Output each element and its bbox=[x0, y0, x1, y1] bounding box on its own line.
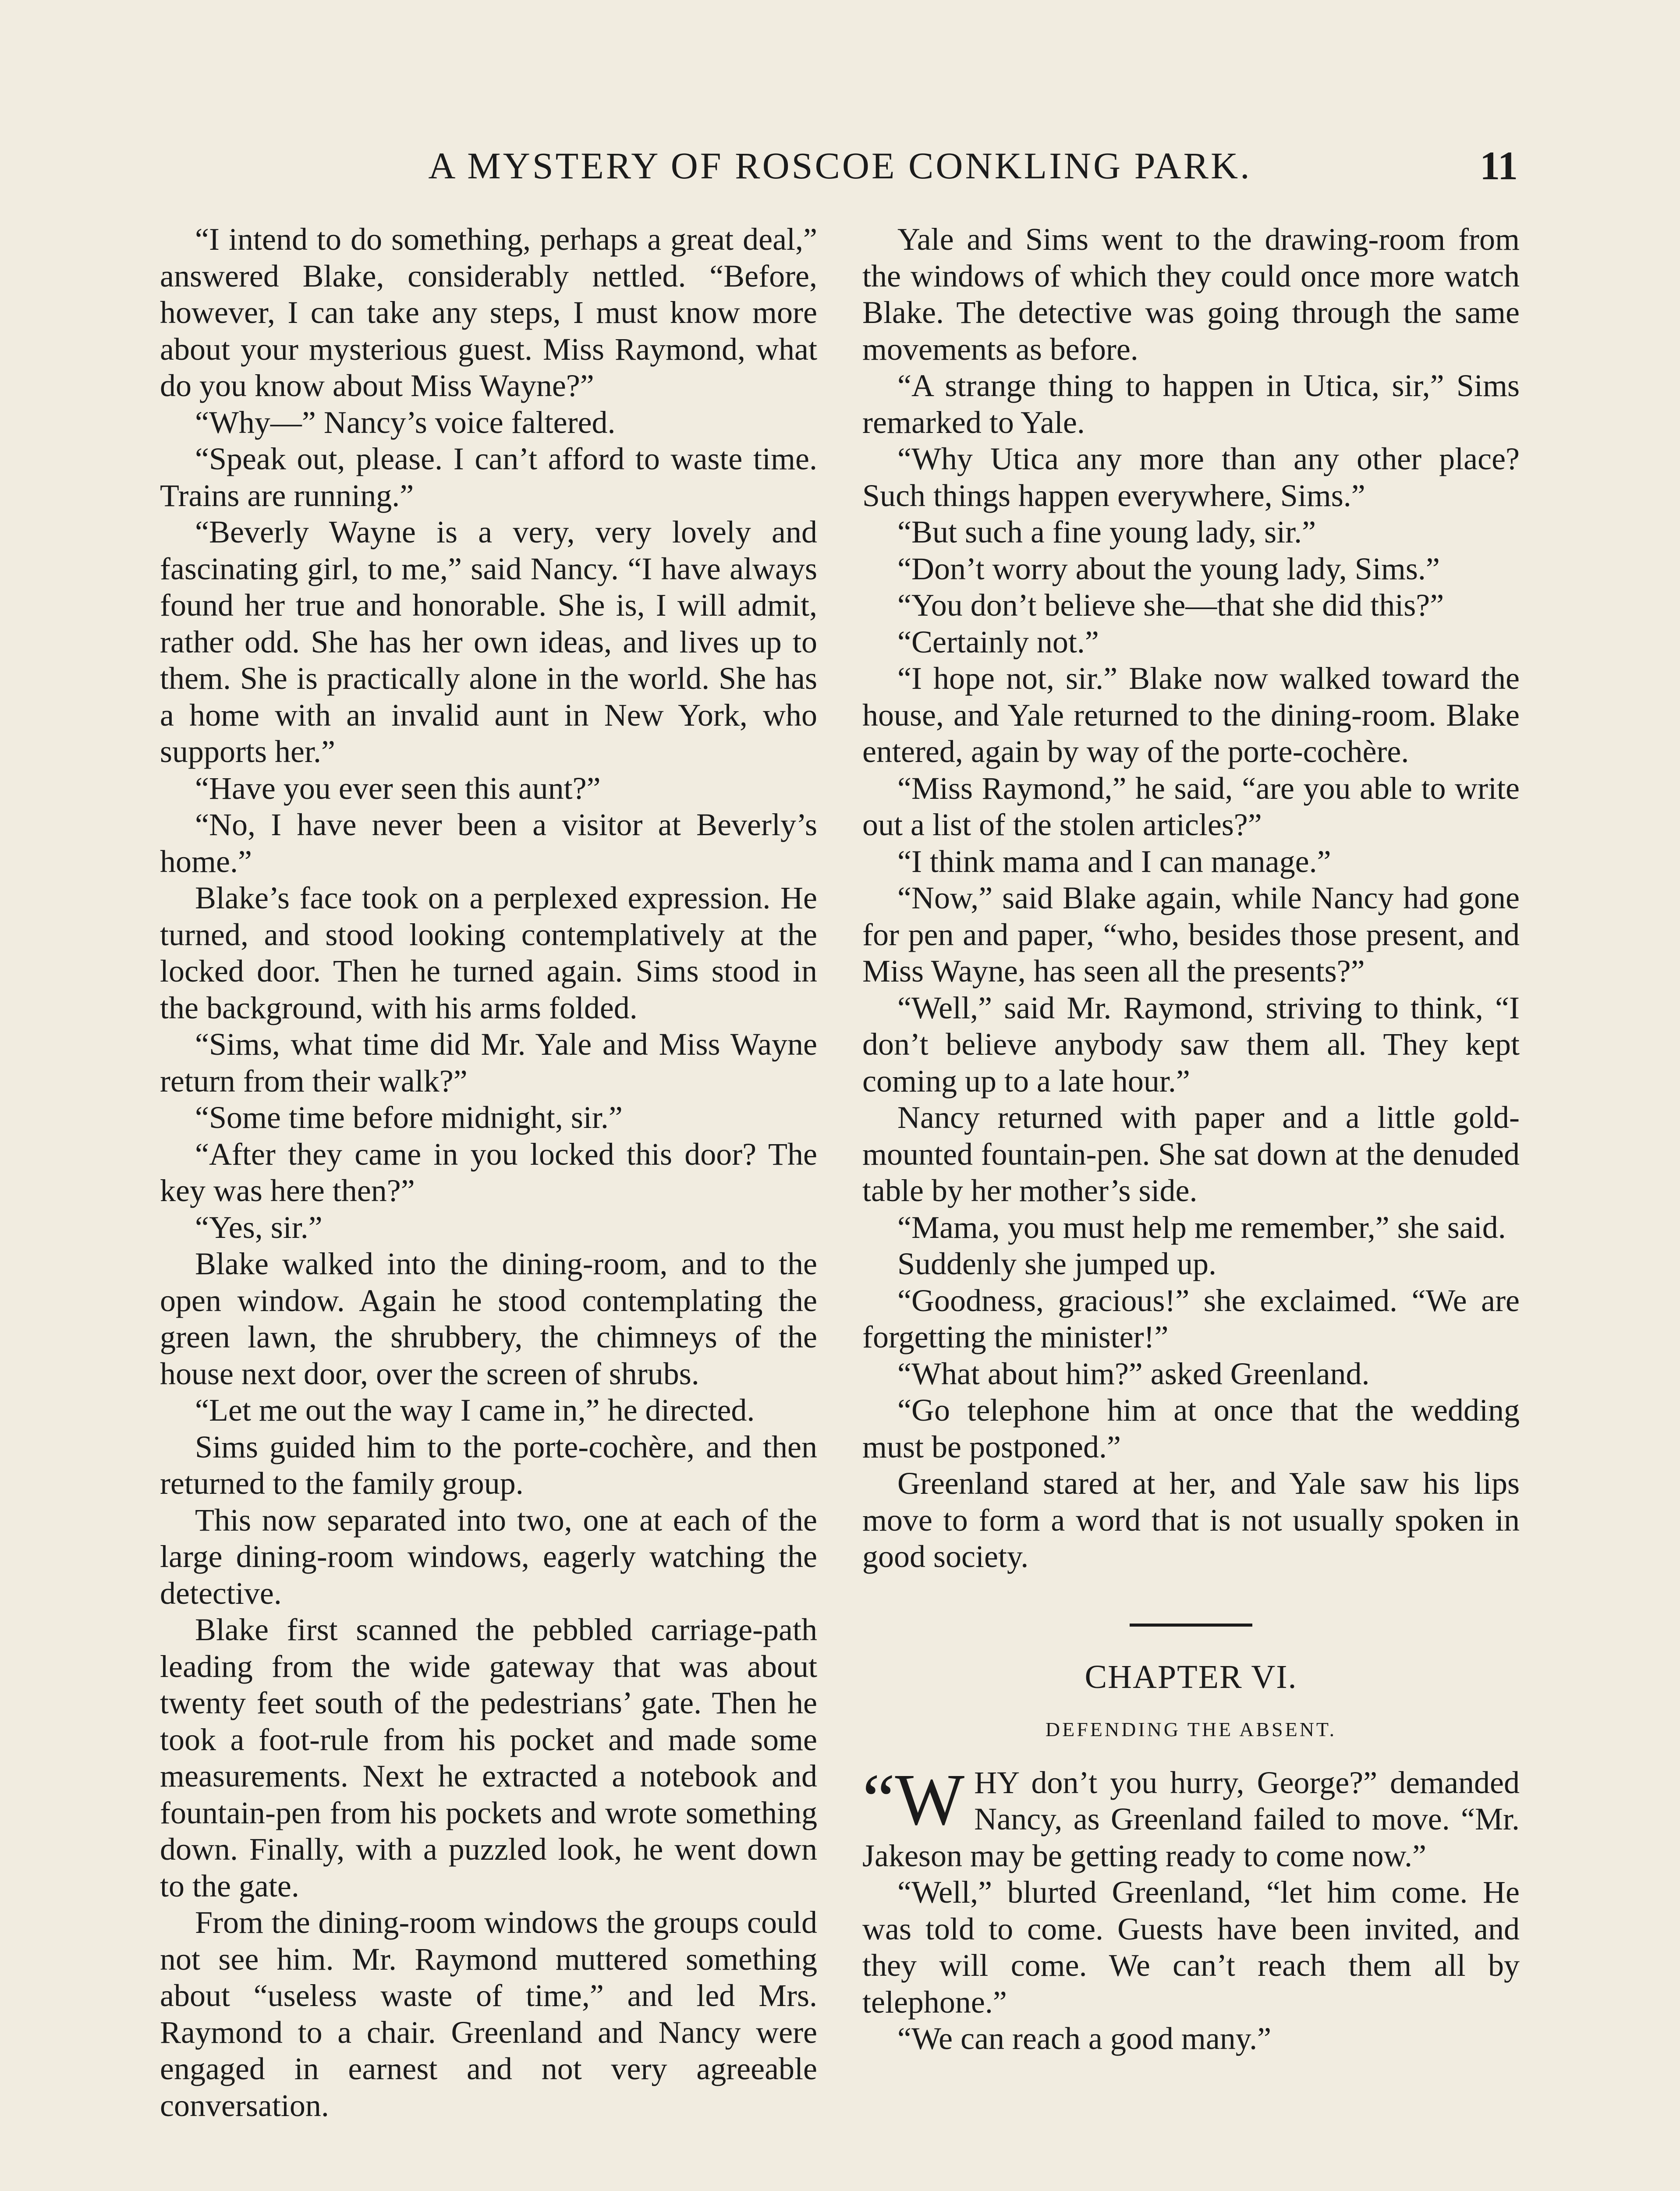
paragraph: “Let me out the way I came in,” he directed. bbox=[195, 1393, 755, 1428]
paragraph: “After they came in you locked this door? The key was here then?” bbox=[160, 1136, 817, 1208]
paragraph: “I hope not, sir.” Blake now walked toward the house, and Yale returned to the dining-room. Blake entered, again by way of the porte-cochère. bbox=[862, 661, 1520, 769]
paragraph: “Certainly not.” bbox=[897, 624, 1099, 659]
paragraph: “Yes, sir.” bbox=[195, 1209, 323, 1245]
drop-cap: “W bbox=[862, 1758, 965, 1840]
opening-text: HY don’t you hurry, George?” demanded Nancy, as Greenland failed to move. “Mr. Jakeson may be getting ready to come now.” bbox=[862, 1765, 1520, 1873]
paragraph: “No, I have never been a visitor at Beverly’s home.” bbox=[160, 807, 817, 879]
paragraph: “Why Utica any more than any other place? Such things happen everywhere, Sims.” bbox=[862, 441, 1520, 513]
page-header bbox=[0, 139, 1680, 201]
paragraph: “Well,” said Mr. Raymond, striving to think, “I don’t believe anybody saw them all. They kept coming up to a late hour.” bbox=[862, 990, 1520, 1099]
paragraph: “Speak out, please. I can’t afford to waste time. Trains are running.” bbox=[160, 441, 817, 513]
paragraph: “But such a fine young lady, sir.” bbox=[897, 514, 1316, 550]
running-title: A MYSTERY OF ROSCOE CONKLING PARK. bbox=[428, 145, 1252, 187]
paragraph: Sims guided him to the porte-cochère, and then returned to the family group. bbox=[160, 1429, 817, 1501]
paragraph: “A strange thing to happen in Utica, sir,” Sims remarked to Yale. bbox=[862, 368, 1520, 440]
chapter-opening-paragraph bbox=[862, 1758, 1520, 1875]
paragraph: “Mama, you must help me remember,” she said. bbox=[897, 1209, 1506, 1245]
paragraph: Blake first scanned the pebbled carriage-path leading from the wide gateway that was about twenty feet south of the pedestrians’ gate. Then he took a foot-rule from his pocket and made some measurements. Next he extracted a notebook and fountain-pen from his pockets and wrote something down. Finally, with a puzzled look, he went down to the gate. bbox=[160, 1612, 817, 1904]
paragraph: “We can reach a good many.” bbox=[897, 2021, 1272, 2056]
paragraph: “You don’t believe she—that she did this?” bbox=[897, 588, 1444, 623]
paragraph: “Some time before midnight, sir.” bbox=[195, 1100, 623, 1135]
right-column bbox=[862, 221, 1520, 2057]
paragraph: Nancy returned with paper and a little gold-mounted fountain-pen. She sat down at the denuded table by her mother’s side. bbox=[862, 1100, 1520, 1208]
chapter-subtitle: DEFENDING THE ABSENT. bbox=[1045, 1718, 1337, 1741]
paragraph: Yale and Sims went to the drawing-room from the windows of which they could once more watch Blake. The detective was going through the same movements as before. bbox=[862, 222, 1520, 367]
paragraph: “I think mama and I can manage.” bbox=[897, 844, 1331, 879]
left-column bbox=[160, 221, 817, 2124]
paragraph: “Now,” said Blake again, while Nancy had gone for pen and paper, “who, besides those present, and Miss Wayne, has seen all the presents?” bbox=[862, 880, 1520, 989]
paragraph: “Don’t worry about the young lady, Sims.” bbox=[897, 551, 1440, 586]
paragraph: “Have you ever seen this aunt?” bbox=[195, 770, 601, 806]
paragraph: “Sims, what time did Mr. Yale and Miss Wayne return from their walk?” bbox=[160, 1027, 817, 1099]
paragraph: “What about him?” asked Greenland. bbox=[897, 1356, 1370, 1391]
paragraph: This now separated into two, one at each of the large dining-room windows, eagerly watching the detective. bbox=[160, 1502, 817, 1611]
paragraph: “I intend to do something, perhaps a great deal,” answered Blake, considerably nettled. “Before, however, I can take any steps, I must know more about your mysterious guest. Miss Raymond, what do you know about Miss Wayne?” bbox=[160, 222, 817, 403]
paragraph: “Go telephone him at once that the wedding must be postponed.” bbox=[862, 1393, 1520, 1464]
paragraph: “Well,” blurted Greenland, “let him come. He was told to come. Guests have been invited, and they will come. We can’t reach them all by telephone.” bbox=[862, 1875, 1520, 2020]
paragraph: “Goodness, gracious!” she exclaimed. “We are forgetting the minister!” bbox=[862, 1283, 1520, 1354]
paragraph: Greenland stared at her, and Yale saw his lips move to form a word that is not usually spoken in good society. bbox=[862, 1466, 1520, 1574]
paragraph: From the dining-room windows the groups could not see him. Mr. Raymond muttered something about “useless waste of time,” and led Mrs. Raymond to a chair. Greenland and Nancy were engaged in earnest and not very agreeable conversation. bbox=[160, 1905, 817, 2123]
paragraph: “Beverly Wayne is a very, very lovely and fascinating girl, to me,” said Nancy. “I have always found her true and honorable. She is, I will admit, rather odd. She has her own ideas, and lives up to them. She is practically alone in the world. She has a home with an invalid aunt in New York, who supports her.” bbox=[160, 514, 817, 769]
page-number: 11 bbox=[1480, 143, 1518, 188]
paragraph: Blake’s face took on a perplexed expression. He turned, and stood looking contemplatively at the locked door. Then he turned again. Sims stood in the background, with his arms folded. bbox=[160, 880, 817, 1025]
paragraph: Blake walked into the dining-room, and to the open window. Again he stood contemplating the green lawn, the shrubbery, the chimneys of the house next door, over the screen of shrubs. bbox=[160, 1246, 817, 1391]
chapter-divider bbox=[1130, 1624, 1252, 1627]
paragraph: “Miss Raymond,” he said, “are you able to write out a list of the stolen articles?” bbox=[862, 770, 1520, 842]
paragraph: Suddenly she jumped up. bbox=[897, 1246, 1216, 1281]
paragraph: “Why—” Nancy’s voice faltered. bbox=[195, 404, 616, 440]
chapter-title: CHAPTER VI. bbox=[1085, 1658, 1297, 1695]
